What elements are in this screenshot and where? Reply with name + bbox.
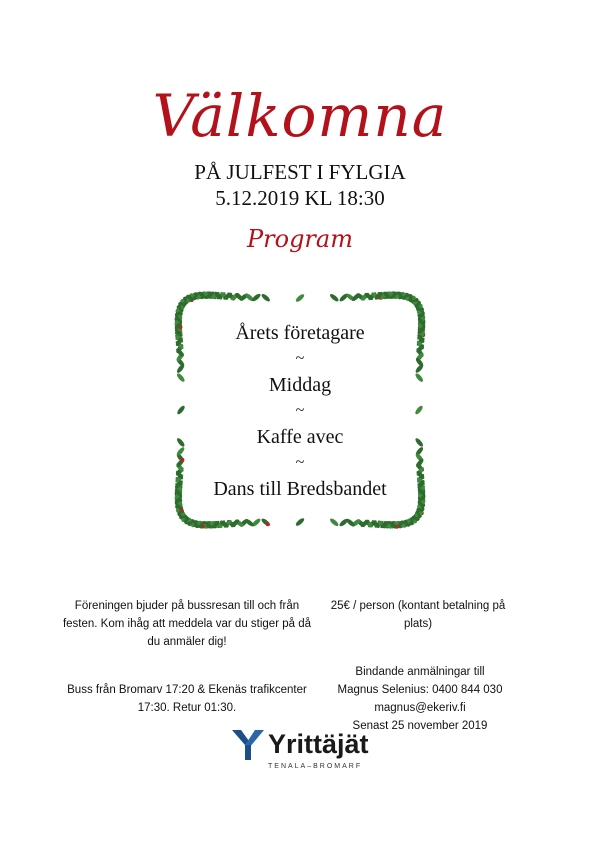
registration-contact: Magnus Selenius: 0400 844 030 xyxy=(337,684,503,696)
program-item: Middag xyxy=(268,374,332,396)
registration-email: magnus@ekeriv.fi xyxy=(374,702,466,714)
registration-info xyxy=(300,663,540,735)
bus-info-text: Föreningen bjuder på bussresan till och från festen. Kom ihåg att meddela var du stiger på då du anmäler dig! xyxy=(62,600,312,648)
logo-subtext: TENALA–BROMARF xyxy=(268,763,363,770)
program-item: Årets företagare xyxy=(235,322,365,344)
event-date: 5.12.2019 KL 18:30 xyxy=(215,186,385,210)
program-separator: ~ xyxy=(295,454,305,471)
wreath-leaf xyxy=(329,517,340,527)
page-title: Välkomna xyxy=(152,82,448,150)
wreath-leaf xyxy=(295,293,306,303)
logo-wordmark: Yrittäjät xyxy=(268,729,369,759)
registration-deadline: Senast 25 november 2019 xyxy=(352,720,488,732)
program-separator: ~ xyxy=(295,350,305,367)
program-separator: ~ xyxy=(295,402,305,419)
program-item: Dans till Bredsbandet xyxy=(213,478,387,500)
program-item: Kaffe avec xyxy=(256,426,344,448)
program-heading: Program xyxy=(247,225,353,253)
program-list xyxy=(155,318,445,504)
wreath-leaf xyxy=(295,517,306,527)
bus-schedule-text: Buss från Bromarv 17:20 & Ekenäs trafikcenter 17:30. Retur 01:30. xyxy=(67,684,307,714)
event-subtitle: PÅ JULFEST I FYLGIA xyxy=(194,160,406,184)
registration-line: Bindande anmälningar till xyxy=(355,666,485,678)
price-text: 25€ / person (kontant betalning på plats) xyxy=(330,600,506,630)
y-logo-icon xyxy=(230,726,266,762)
wreath-leaf xyxy=(329,293,340,303)
wreath-leaf xyxy=(260,517,271,527)
wreath-leaf xyxy=(260,293,271,303)
wreath-berry xyxy=(266,522,270,526)
